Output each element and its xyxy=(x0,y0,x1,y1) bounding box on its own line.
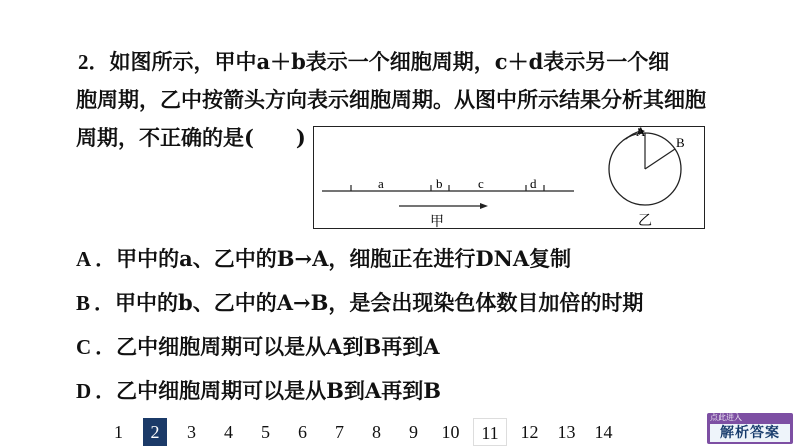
label-yi: 乙 xyxy=(638,213,652,229)
label-a: a xyxy=(378,176,384,191)
option-c[interactable]: C ．乙中细胞周期可以是从A到B再到A xyxy=(76,334,440,359)
view-answer-button[interactable] xyxy=(707,413,793,444)
page-link-8[interactable]: 8 xyxy=(372,422,381,442)
question-line-2: 胞周期，乙中按箭头方向表示细胞周期。从图中所示结果分析其细胞 xyxy=(76,87,706,112)
page-link-6[interactable]: 6 xyxy=(298,422,307,442)
label-A: A xyxy=(636,127,646,139)
question-line-1: 2．如图所示，甲中a＋b表示一个细胞周期，c＋d表示另一个细 xyxy=(78,49,670,74)
label-d: d xyxy=(530,176,537,191)
page-link-2[interactable]: 2 xyxy=(143,418,167,446)
question-number: 2 xyxy=(78,50,89,74)
answer-hint: 点此进入 xyxy=(710,413,742,422)
direction-arrowhead xyxy=(480,203,488,209)
page-link-5[interactable]: 5 xyxy=(261,422,270,442)
option-b[interactable]: B ．甲中的b、乙中的A→B，是会出现染色体数目加倍的时期 xyxy=(76,290,644,315)
figure-drawing xyxy=(314,127,706,230)
label-b: b xyxy=(436,176,443,191)
cell-cycle-figure xyxy=(313,126,705,229)
page-link-14[interactable]: 14 xyxy=(594,422,613,442)
option-d[interactable]: D ．乙中细胞周期可以是从B到A再到B xyxy=(76,378,441,403)
page-link-7[interactable]: 7 xyxy=(335,422,344,442)
option-a[interactable]: A ．甲中的a、乙中的B→A，细胞正在进行DNA复制 xyxy=(76,246,572,271)
label-c: c xyxy=(478,176,484,191)
page-link-1[interactable]: 1 xyxy=(114,422,123,442)
page-link-11[interactable]: 11 xyxy=(473,418,507,446)
question-line-3: 周期，不正确的是( ) xyxy=(76,125,306,150)
page-link-12[interactable]: 12 xyxy=(520,422,539,442)
page-link-4[interactable]: 4 xyxy=(224,422,233,442)
page-link-10[interactable]: 10 xyxy=(441,422,460,442)
label-jia: 甲 xyxy=(430,214,444,230)
answer-label: 解析答案 xyxy=(710,424,790,442)
page-link-9[interactable]: 9 xyxy=(409,422,418,442)
page-link-13[interactable]: 13 xyxy=(557,422,576,442)
label-B: B xyxy=(676,135,685,150)
page-link-3[interactable]: 3 xyxy=(187,422,196,442)
radius-B xyxy=(645,149,675,169)
page-navigation xyxy=(100,418,622,446)
